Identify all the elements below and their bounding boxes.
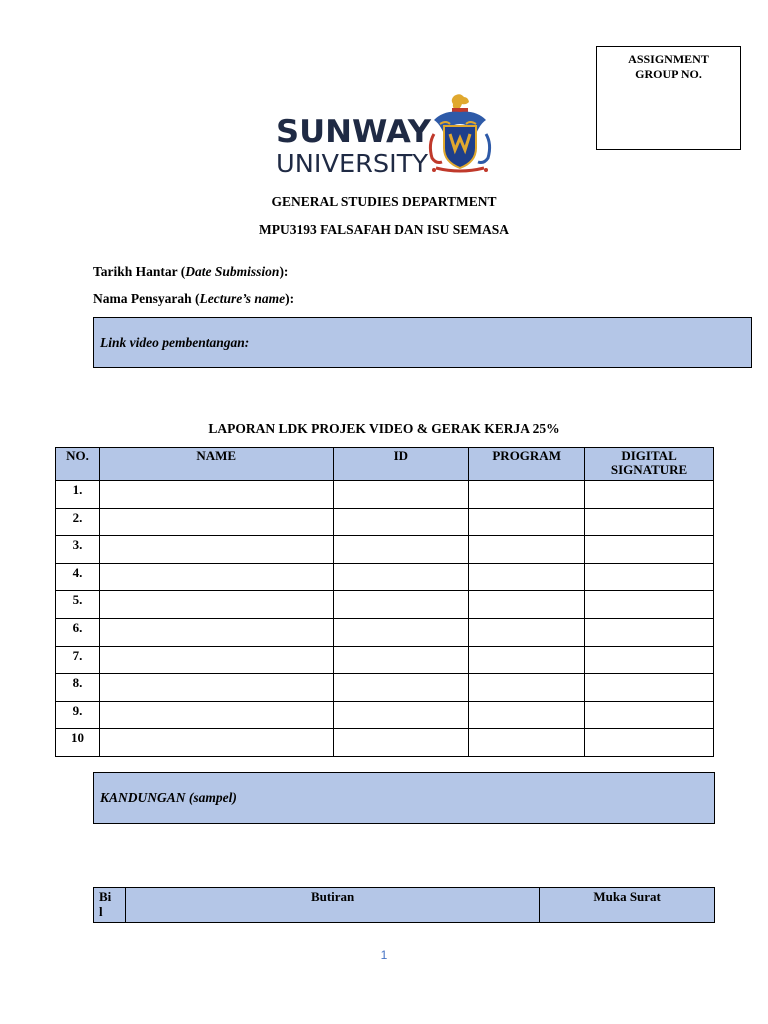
contents-table [93, 887, 715, 923]
members-table [55, 447, 714, 757]
table-row [56, 508, 714, 536]
signature-cell[interactable] [585, 508, 714, 536]
table-row [56, 618, 714, 646]
lecturer-name-field [93, 291, 294, 307]
header-bil-line2: l [99, 904, 103, 919]
header-butiran: Butiran [125, 888, 539, 923]
logo-word-sunway: SUNWAY [276, 114, 432, 150]
row-number: 1. [56, 481, 100, 509]
program-cell[interactable] [469, 536, 585, 564]
row-number: 6. [56, 618, 100, 646]
signature-cell[interactable] [585, 536, 714, 564]
contents-label: KANDUNGAN (sampel) [100, 790, 237, 805]
table-row [56, 701, 714, 729]
name-cell[interactable] [99, 618, 333, 646]
lecturer-label-prefix: Nama Pensyarah ( [93, 291, 200, 306]
row-number: 7. [56, 646, 100, 674]
contents-box[interactable] [93, 772, 715, 824]
signature-cell[interactable] [585, 646, 714, 674]
program-cell[interactable] [469, 481, 585, 509]
name-cell[interactable] [99, 729, 333, 757]
table-row [56, 729, 714, 757]
header-signature-line2: SIGNATURE [610, 462, 688, 477]
id-cell[interactable] [333, 563, 469, 591]
id-cell[interactable] [333, 646, 469, 674]
signature-cell[interactable] [585, 481, 714, 509]
name-cell[interactable] [99, 674, 333, 702]
signature-cell[interactable] [585, 701, 714, 729]
name-cell[interactable] [99, 508, 333, 536]
name-cell[interactable] [99, 536, 333, 564]
program-cell[interactable] [469, 674, 585, 702]
row-number: 3. [56, 536, 100, 564]
university-crest-icon [430, 94, 489, 172]
name-cell[interactable] [99, 591, 333, 619]
program-cell[interactable] [469, 563, 585, 591]
header-program: PROGRAM [469, 448, 585, 481]
program-cell[interactable] [469, 591, 585, 619]
video-link-box[interactable] [93, 317, 752, 368]
row-number: 4. [56, 563, 100, 591]
id-cell[interactable] [333, 618, 469, 646]
header-no: NO. [56, 448, 100, 481]
lecturer-label-suffix: ): [285, 291, 295, 306]
table-row [56, 591, 714, 619]
row-number: 9. [56, 701, 100, 729]
id-cell[interactable] [333, 536, 469, 564]
header-bil-line1: Bi [99, 889, 112, 904]
id-cell[interactable] [333, 481, 469, 509]
id-cell[interactable] [333, 729, 469, 757]
logo-word-university: UNIVERSITY [276, 149, 429, 175]
date-submission-field [93, 264, 288, 280]
id-cell[interactable] [333, 591, 469, 619]
signature-cell[interactable] [585, 563, 714, 591]
report-title: LAPORAN LDK PROJEK VIDEO & GERAK KERJA 25% [208, 421, 560, 436]
id-cell[interactable] [333, 701, 469, 729]
table-row [56, 563, 714, 591]
program-cell[interactable] [469, 646, 585, 674]
video-link-label: Link video pembentangan: [100, 335, 250, 350]
table-row [56, 536, 714, 564]
assignment-box-line2: GROUP NO. [635, 67, 702, 81]
row-number: 10 [56, 729, 100, 757]
header-name: NAME [99, 448, 333, 481]
row-number: 5. [56, 591, 100, 619]
signature-cell[interactable] [585, 618, 714, 646]
department-heading: GENERAL STUDIES DEPARTMENT [271, 194, 497, 209]
program-cell[interactable] [469, 701, 585, 729]
lecturer-label-italic: Lecture’s name [199, 291, 286, 306]
id-cell[interactable] [333, 674, 469, 702]
id-cell[interactable] [333, 508, 469, 536]
name-cell[interactable] [99, 646, 333, 674]
row-number: 2. [56, 508, 100, 536]
program-cell[interactable] [469, 618, 585, 646]
table-row [56, 481, 714, 509]
date-label-suffix: ): [279, 264, 289, 279]
signature-cell[interactable] [585, 674, 714, 702]
header-digital-signature [585, 448, 714, 481]
name-cell[interactable] [99, 481, 333, 509]
header-signature-line1: DIGITAL [621, 448, 677, 463]
signature-cell[interactable] [585, 591, 714, 619]
assignment-group-box [596, 46, 741, 150]
date-label-italic: Date Submission [185, 264, 280, 279]
program-cell[interactable] [469, 729, 585, 757]
members-header-row [56, 448, 714, 481]
sunway-university-logo [274, 90, 499, 175]
name-cell[interactable] [99, 701, 333, 729]
signature-cell[interactable] [585, 729, 714, 757]
row-number: 8. [56, 674, 100, 702]
table-row [56, 674, 714, 702]
contents-header-row [94, 888, 715, 923]
table-row [56, 646, 714, 674]
name-cell[interactable] [99, 563, 333, 591]
assignment-box-line1: ASSIGNMENT [628, 52, 709, 66]
header-id: ID [333, 448, 469, 481]
header-muka-surat: Muka Surat [540, 888, 715, 923]
course-heading: MPU3193 FALSAFAH DAN ISU SEMASA [258, 222, 509, 237]
date-label-prefix: Tarikh Hantar ( [93, 264, 186, 279]
header-bil [94, 888, 126, 923]
page-number: 1 [380, 948, 388, 962]
program-cell[interactable] [469, 508, 585, 536]
